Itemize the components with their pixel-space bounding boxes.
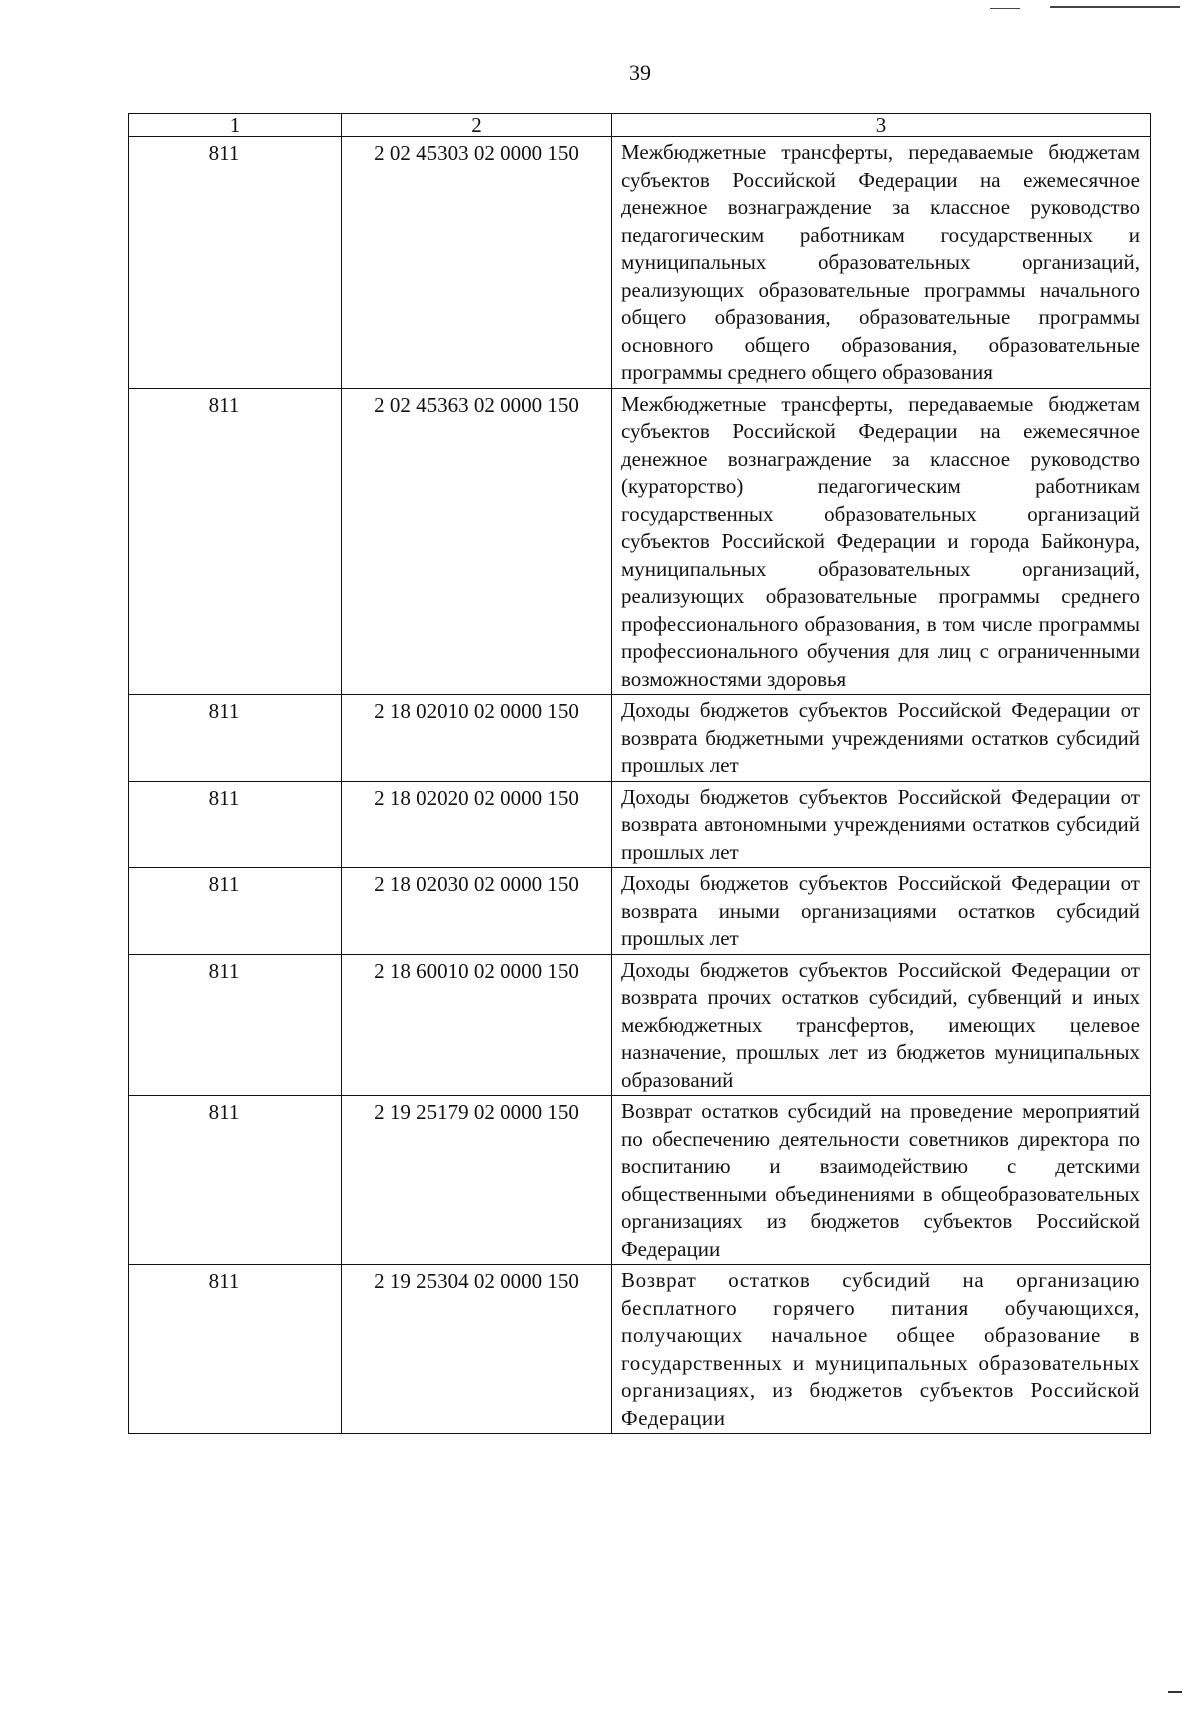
income-name-cell: Возврат остатков субсидий на организацию бесплатного горячего питания обучающихся, получающих начальное общее образование в государственных и муниципальных образовательных организациях, из бюджетов субъектов Российской Федерации: [612, 1265, 1151, 1434]
admin-code-cell: 811: [129, 695, 342, 782]
table-row: [129, 1096, 1151, 1265]
admin-code-cell: 811: [129, 1096, 342, 1265]
admin-code-cell: 811: [129, 868, 342, 955]
admin-code-cell: 811: [129, 137, 342, 389]
page-number: 39: [629, 60, 651, 85]
table-row: [129, 388, 1151, 695]
income-name-cell: Доходы бюджетов субъектов Российской Федерации от возврата иными организациями остатков субсидий прошлых лет: [612, 868, 1151, 955]
column-header-3: 3: [612, 114, 1151, 137]
income-code-cell: 2 02 45363 02 0000 150: [342, 388, 612, 695]
scan-edge-mark: [990, 8, 1020, 9]
admin-code-cell: 811: [129, 781, 342, 868]
income-name-cell: Возврат остатков субсидий на проведение мероприятий по обеспечению деятельности советников директора по воспитанию и взаимодействию с детскими общественными объединениями в общеобразовательных организациях из бюджетов субъектов Российской Федерации: [612, 1096, 1151, 1265]
income-name-cell: Межбюджетные трансферты, передаваемые бюджетам субъектов Российской Федерации на ежемесячное денежное вознаграждение за классное руководство (кураторство) педагогическим работникам государственных образовательных организаций субъектов Российской Федерации и города Байконура, муниципальных образовательных организаций, реализующих образовательные программы среднего профессионального образования, в том числе программы профессионального обучения для лиц с ограниченными возможностями здоровья: [612, 388, 1151, 695]
table-header-row: [129, 114, 1151, 137]
table-row: [129, 695, 1151, 782]
table-row: [129, 781, 1151, 868]
income-name-cell: Доходы бюджетов субъектов Российской Федерации от возврата бюджетными учреждениями остатков субсидий прошлых лет: [612, 695, 1151, 782]
table-row: [129, 137, 1151, 389]
admin-code-cell: 811: [129, 1265, 342, 1434]
income-code-cell: 2 19 25304 02 0000 150: [342, 1265, 612, 1434]
income-code-cell: 2 18 02010 02 0000 150: [342, 695, 612, 782]
income-code-cell: 2 18 60010 02 0000 150: [342, 954, 612, 1096]
income-code-cell: 2 18 02020 02 0000 150: [342, 781, 612, 868]
table-row: [129, 954, 1151, 1096]
income-code-cell: 2 18 02030 02 0000 150: [342, 868, 612, 955]
income-code-cell: 2 02 45303 02 0000 150: [342, 137, 612, 389]
column-header-2: 2: [342, 114, 612, 137]
scan-edge-mark-bottom: [1168, 1691, 1182, 1693]
table-row: [129, 1265, 1151, 1434]
income-name-cell: Доходы бюджетов субъектов Российской Федерации от возврата прочих остатков субсидий, субвенций и иных межбюджетных трансфертов, имеющих целевое назначение, прошлых лет из бюджетов муниципальных образований: [612, 954, 1151, 1096]
income-name-cell: Доходы бюджетов субъектов Российской Федерации от возврата автономными учреждениями остатков субсидий прошлых лет: [612, 781, 1151, 868]
table-row: [129, 868, 1151, 955]
income-code-cell: 2 19 25179 02 0000 150: [342, 1096, 612, 1265]
income-name-cell: Межбюджетные трансферты, передаваемые бюджетам субъектов Российской Федерации на ежемесячное денежное вознаграждение за классное руководство педагогическим работникам государственных и муниципальных образовательных организаций, реализующих образовательные программы начального общего образования, образовательные программы основного общего образования, образовательные программы среднего общего образования: [612, 137, 1151, 389]
classification-table: [128, 113, 1151, 1434]
scan-edge-line: [1050, 6, 1180, 8]
admin-code-cell: 811: [129, 388, 342, 695]
column-header-1: 1: [129, 114, 342, 137]
admin-code-cell: 811: [129, 954, 342, 1096]
